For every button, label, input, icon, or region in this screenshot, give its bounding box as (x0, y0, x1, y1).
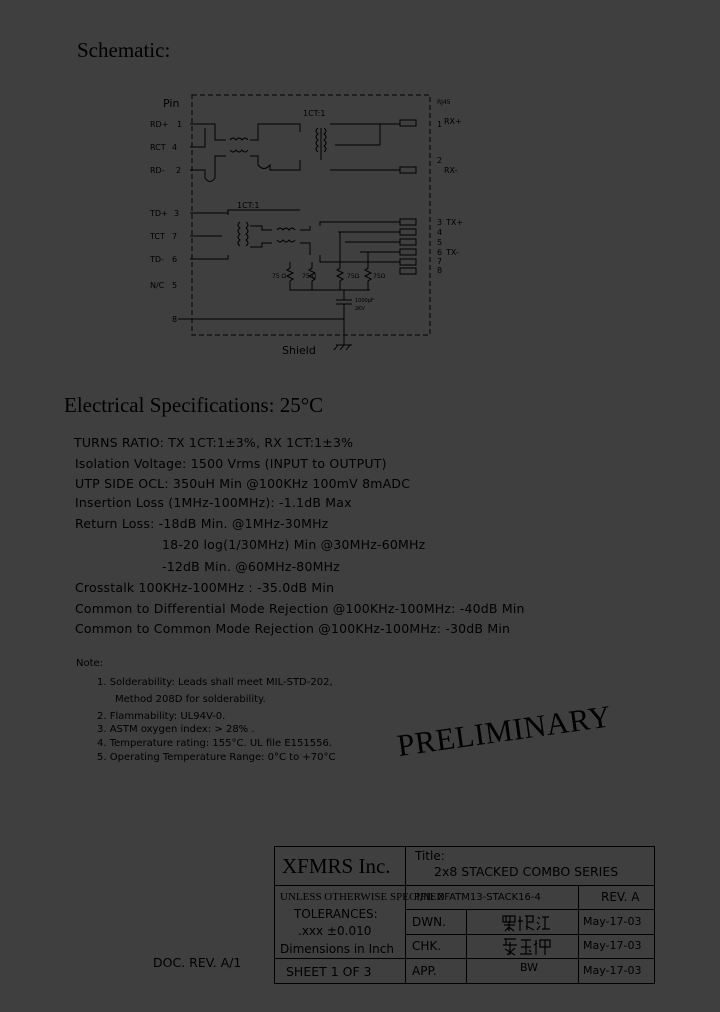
spec-line: Isolation Voltage: 1500 Vrms (INPUT to OUTPUT) (75, 456, 387, 471)
capacitor-voltage: 2KV (355, 306, 365, 312)
note-item: 4. Temperature rating: 155°C. UL file E151556. (97, 738, 332, 749)
left-pin-num: 4 (172, 143, 178, 152)
left-pin-name: TD+ (150, 209, 168, 218)
left-pin-name: RD- (150, 166, 165, 175)
note-item: 2. Flammability: UL94V-0. (97, 711, 226, 722)
resistor-label: 75 Ω (272, 273, 287, 280)
right-pin-name: RX- (444, 166, 458, 175)
app-date: May-17-03 (583, 964, 642, 977)
right-pin-num: 4 (437, 228, 443, 237)
left-pin-name: TD- (150, 255, 164, 264)
note-item: 5. Operating Temperature Range: 0°C to +70°C (97, 752, 336, 763)
ratio-rx: 1CT:1 (303, 109, 326, 118)
right-pin-num: 1 (437, 120, 443, 129)
spec-line: -12dB Min. @60MHz-80MHz (162, 559, 340, 574)
resistor-label: 75Ω (347, 273, 360, 280)
app-name: BW (520, 961, 539, 974)
doc-revision: DOC. REV. A/1 (153, 955, 242, 970)
pin-header: Pin (163, 97, 180, 110)
note-item: 1. Solderability: Leads shall meet MIL-STD-202, (97, 677, 333, 688)
notes-heading: Note: (76, 658, 104, 669)
spec-line: Common to Differential Mode Rejection @100KHz-100MHz: -40dB Min (75, 601, 525, 616)
dwn-label: DWN. (412, 915, 446, 929)
resistor-label: 75 Ω (302, 273, 317, 280)
revision: REV. A (601, 890, 640, 904)
tolerances-label: TOLERANCES: (294, 907, 378, 921)
sheet-number: SHEET 1 OF 3 (286, 964, 372, 979)
spec-line: 18-20 log(1/30MHz) Min @30MHz-60MHz (162, 537, 426, 552)
checked-by-signature (500, 936, 552, 956)
title-value: 2x8 STACKED COMBO SERIES (434, 864, 619, 879)
unless-specified: UNLESS OTHERWISE SPECIFIED (280, 891, 445, 903)
left-pin-name: RCT (150, 143, 166, 152)
left-pin-name: RD+ (150, 120, 169, 129)
spec-line: Common to Common Mode Rejection @100KHz-100MHz: -30dB Min (75, 621, 511, 636)
right-pin-name: RX+ (444, 117, 462, 126)
spec-line: Insertion Loss (1MHz-100MHz): -1.1dB Max (75, 495, 352, 510)
right-pin-num: 7 (437, 257, 443, 266)
spec-line: UTP SIDE OCL: 350uH Min @100KHz 100mV 8mADC (75, 476, 411, 491)
right-pin-num: 3 (437, 218, 443, 227)
part-number: P/N: XFATM13-STACK16-4 (414, 892, 541, 903)
schematic-diagram (0, 0, 720, 370)
spec-line: TURNS RATIO: TX 1CT:1±3%, RX 1CT:1±3% (74, 435, 354, 450)
resistor-label: 75Ω (373, 273, 386, 280)
dimensions-unit: Dimensions in Inch (280, 942, 394, 956)
electrical-heading: Electrical Specifications: 25°C (64, 393, 324, 417)
left-pin-name: TCT (150, 232, 165, 241)
spec-line: Crosstalk 100KHz-100MHz : -35.0dB Min (75, 580, 335, 595)
note-item: Method 208D for solderability. (115, 694, 266, 705)
dwn-date: May-17-03 (583, 915, 642, 928)
right-pin-num: 2 (437, 156, 443, 165)
left-pin-num: 5 (172, 281, 178, 290)
right-pin-num: 5 (437, 238, 443, 247)
left-pin-num: 3 (174, 209, 180, 218)
left-pin-num: 2 (176, 166, 182, 175)
rj45-header: RJ45 (437, 99, 451, 106)
left-pin-num: 7 (172, 232, 178, 241)
title-label: Title: (415, 849, 445, 863)
right-pin-num: 8 (437, 266, 443, 275)
drawn-by-signature (500, 912, 550, 932)
note-item: 3. ASTM oxygen index: > 28% . (97, 724, 255, 735)
chk-date: May-17-03 (583, 939, 642, 952)
chk-label: CHK. (412, 939, 442, 953)
right-pin-num: 6 (437, 248, 443, 257)
app-label: APP. (412, 964, 437, 978)
left-pin-name: N/C (150, 281, 165, 290)
ratio-tx: 1CT:1 (237, 201, 260, 210)
schematic-heading: Schematic: (77, 38, 171, 62)
tolerance-value: .xxx ±0.010 (298, 924, 372, 938)
company-name: XFMRS Inc. (282, 854, 391, 878)
left-pin-num: 8 (172, 315, 178, 324)
left-pin-num: 1 (177, 120, 183, 129)
right-pin-name: TX- (446, 248, 459, 257)
right-pin-name: TX+ (446, 218, 464, 227)
spec-line: Return Loss: -18dB Min. @1MHz-30MHz (75, 516, 329, 531)
left-pin-num: 6 (172, 255, 178, 264)
capacitor-label: 1000pF (355, 298, 374, 304)
title-block (274, 846, 655, 984)
preliminary-stamp: PRELIMINARY (394, 698, 614, 764)
shield-label: Shield (282, 344, 316, 357)
